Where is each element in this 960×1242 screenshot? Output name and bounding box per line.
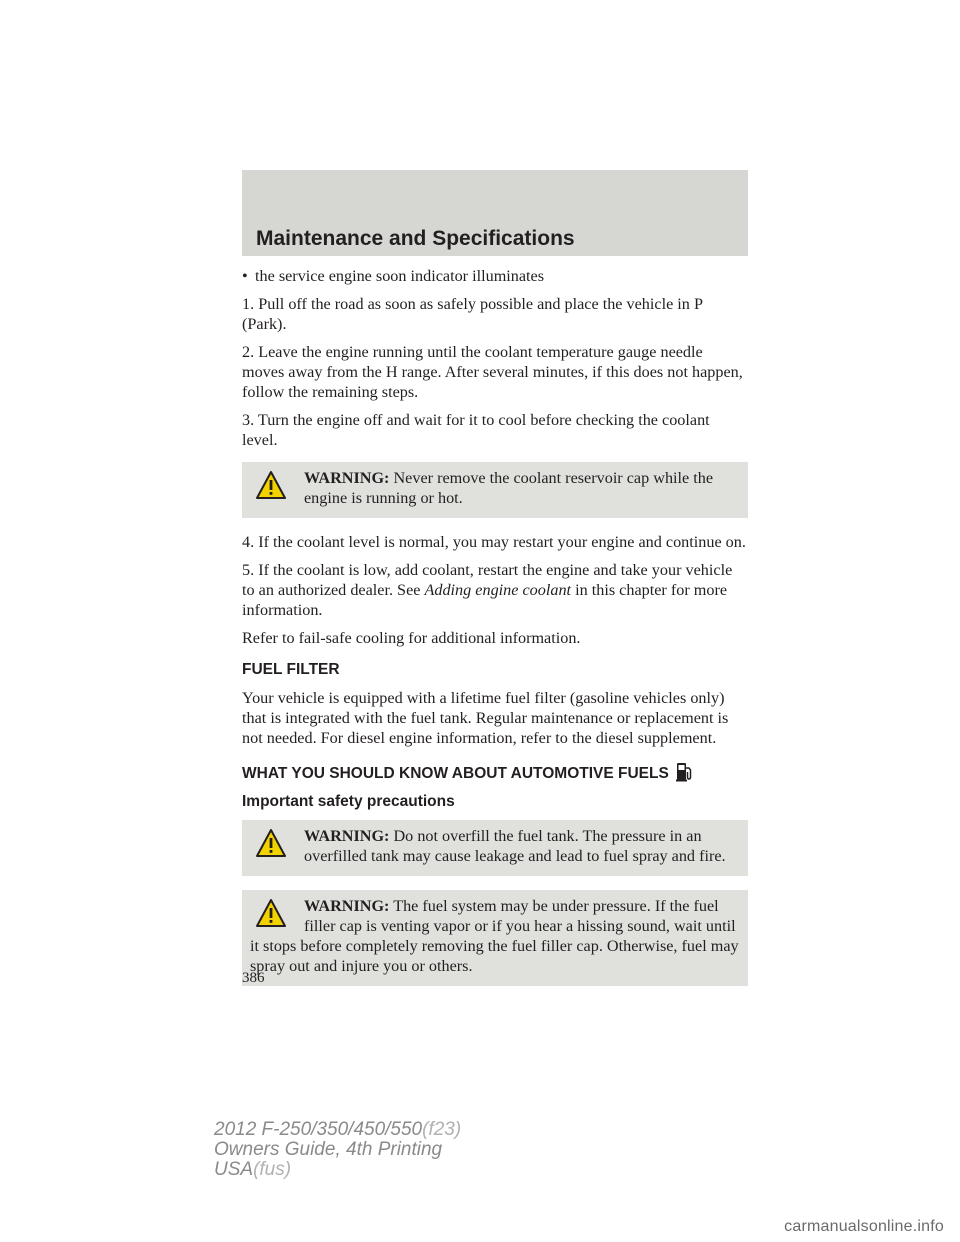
footer-line-1 [214,1120,461,1140]
bullet-text: the service engine soon indicator illuminates [255,267,545,285]
footer-line-2: Owners Guide, 4th Printing [214,1139,443,1160]
step-4: 4. If the coolant level is normal, you may restart your engine and continue on. [242,533,746,551]
refer-note: Refer to fail-safe cooling for additional information. [242,629,581,647]
watermark: carmanualsonline.info [784,1218,944,1235]
automotive-fuels-heading-text: WHAT YOU SHOULD KNOW ABOUT AUTOMOTIVE FUELS [242,765,669,782]
warning-text: Never remove the coolant reservoir cap while the engine is running or hot. [304,469,714,507]
footer-region-code: (fus) [253,1159,292,1180]
page-number: 386 [242,970,265,986]
step-5-text-end: in this chapter for more information. [242,581,728,619]
section-title: Maintenance and Specifications [256,227,575,250]
automotive-fuels-heading [242,760,748,784]
step-3: 3. Turn the engine off and wait for it to cool before checking the coolant level. [242,411,710,449]
page-content [242,266,748,1000]
warning-label: WARNING: [304,827,390,845]
warning-box-coolant-cap [242,462,748,518]
footer-line-3 [214,1160,461,1180]
step-2: 2. Leave the engine running until the coolant temperature gauge needle moves away from the H range. After several minutes, if this does not happen, follow the remaining steps. [242,343,743,401]
warning-box-overfill [242,820,748,876]
warning-triangle-icon [256,828,286,858]
document-footer [214,1120,461,1180]
section-header [242,170,748,256]
fuel-pump-icon [675,760,693,782]
fuel-filter-heading: FUEL FILTER [242,661,340,678]
warning-label: WARNING: [304,469,390,487]
warning-text: Do not overfill the fuel tank. The pressure in an overfilled tank may cause leakage and lead to fuel spray and fire. [304,827,726,865]
step-5-text: 5. If the coolant is low, add coolant, restart the engine and take your vehicle to an authorized dealer. See [242,561,733,599]
bullet-item [242,266,748,286]
footer-model: 2012 F-250/350/450/550 [214,1119,423,1140]
fuel-filter-text: Your vehicle is equipped with a lifetime fuel filter (gasoline vehicles only) that is integrated with the fuel tank. Regular maintenance or replacement is not needed. For diesel engine information, refer to the diesel supplement. [242,689,729,747]
safety-precautions-heading: Important safety precautions [242,793,455,810]
warning-box-fuel-pressure [242,890,748,986]
cross-reference: Adding engine coolant [424,581,572,599]
step-5 [242,560,748,620]
bullet-dot: • [242,267,248,285]
footer-model-code: (f23) [422,1119,462,1140]
warning-triangle-icon [256,470,286,500]
warning-triangle-icon [256,898,286,928]
footer-region: USA [214,1159,254,1180]
warning-label: WARNING: [304,897,390,915]
warning-text: The fuel system may be under pressure. If the fuel filler cap is venting vapor or if you hear a hissing sound, wait until it stops before completely removing the fuel filler cap. Otherwise, fuel may spray out and injure you or others. [250,897,739,975]
step-1: 1. Pull off the road as soon as safely possible and place the vehicle in P (Park). [242,295,703,333]
